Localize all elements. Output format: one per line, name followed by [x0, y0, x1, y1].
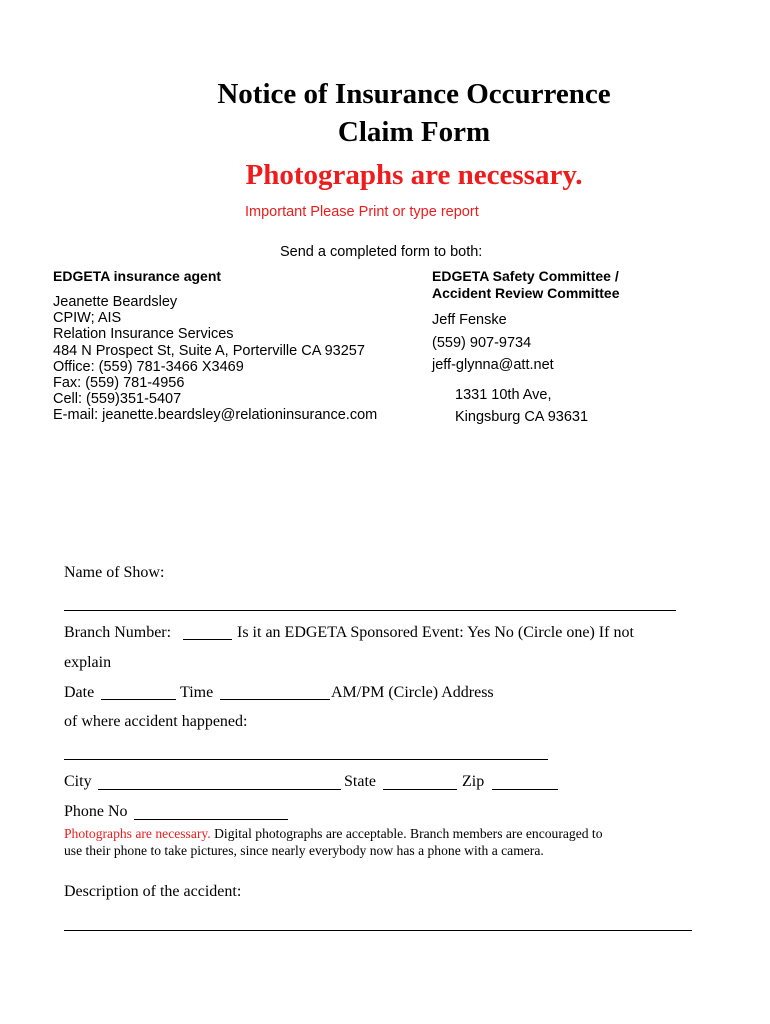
committee-address-city: Kingsburg CA 93631 [455, 409, 589, 425]
date-label: Date [64, 684, 95, 701]
state-line[interactable] [383, 789, 457, 790]
city-label: City [64, 773, 92, 790]
document-title: Notice of Insurance Occurrence [217, 78, 611, 110]
zip-line[interactable] [492, 789, 558, 790]
name-of-show-line[interactable] [64, 610, 676, 611]
committee-contact-name: Jeff Fenske [432, 312, 507, 328]
address-line[interactable] [64, 759, 548, 760]
agent-heading: EDGETA insurance agent [53, 268, 222, 284]
description-line[interactable] [64, 930, 692, 931]
agent-name: Jeanette Beardsley [53, 294, 178, 310]
committee-phone: (559) 907-9734 [432, 335, 532, 351]
accident-location-label: of where accident happened: [64, 713, 248, 730]
branch-number-label: Branch Number: [64, 624, 172, 641]
branch-number-line[interactable] [183, 639, 232, 640]
agent-office-phone: Office: (559) 781-3466 X3469 [53, 358, 244, 375]
agent-fax: Fax: (559) 781-4956 [53, 375, 185, 392]
phone-line[interactable] [134, 819, 288, 820]
agent-address: 484 N Prospect St, Suite A, Porterville CA 93257 [53, 342, 365, 359]
time-line[interactable] [220, 699, 330, 700]
agent-credentials: CPIW; AIS [53, 310, 122, 327]
sponsored-event-question: Is it an EDGETA Sponsored Event: Yes No (Circle one) If not [237, 624, 634, 641]
date-line[interactable] [101, 699, 176, 700]
ampm-address-label: AM/PM (Circle) Address [331, 684, 494, 701]
photographs-required-heading: Photographs are necessary. [245, 159, 583, 191]
name-of-show-label: Name of Show: [64, 564, 165, 581]
agent-contact-block [53, 294, 377, 424]
state-label: State [344, 773, 376, 790]
committee-address-street: 1331 10th Ave, [455, 387, 552, 403]
print-instruction: Important Please Print or type report [245, 204, 479, 220]
send-to-instruction: Send a completed form to both: [280, 244, 483, 260]
agent-company: Relation Insurance Services [53, 326, 234, 343]
agent-cell: Cell: (559)351-5407 [53, 391, 182, 408]
committee-email: jeff-glynna@att.net [432, 357, 554, 373]
photo-note [64, 826, 603, 859]
time-label: Time [180, 684, 214, 701]
city-line[interactable] [98, 789, 341, 790]
committee-heading-line2: Accident Review Committee [432, 285, 620, 301]
committee-heading [432, 268, 620, 302]
description-label: Description of the accident: [64, 883, 242, 900]
photo-note-red: Photographs are necessary. [64, 826, 211, 841]
photo-note-text: Digital photographs are acceptable. Branch members are encouraged to [210, 826, 603, 841]
photo-note-line2: use their phone to take pictures, since nearly everybody now has a phone with a camera. [64, 842, 544, 858]
agent-email: E-mail: jeanette.beardsley@relationinsurance.com [53, 407, 378, 424]
phone-label: Phone No [64, 803, 128, 820]
zip-label: Zip [462, 773, 485, 790]
explain-label: explain [64, 654, 112, 671]
document-subtitle-claim-form: Claim Form [337, 116, 491, 148]
committee-heading-line1: EDGETA Safety Committee / [432, 268, 619, 284]
